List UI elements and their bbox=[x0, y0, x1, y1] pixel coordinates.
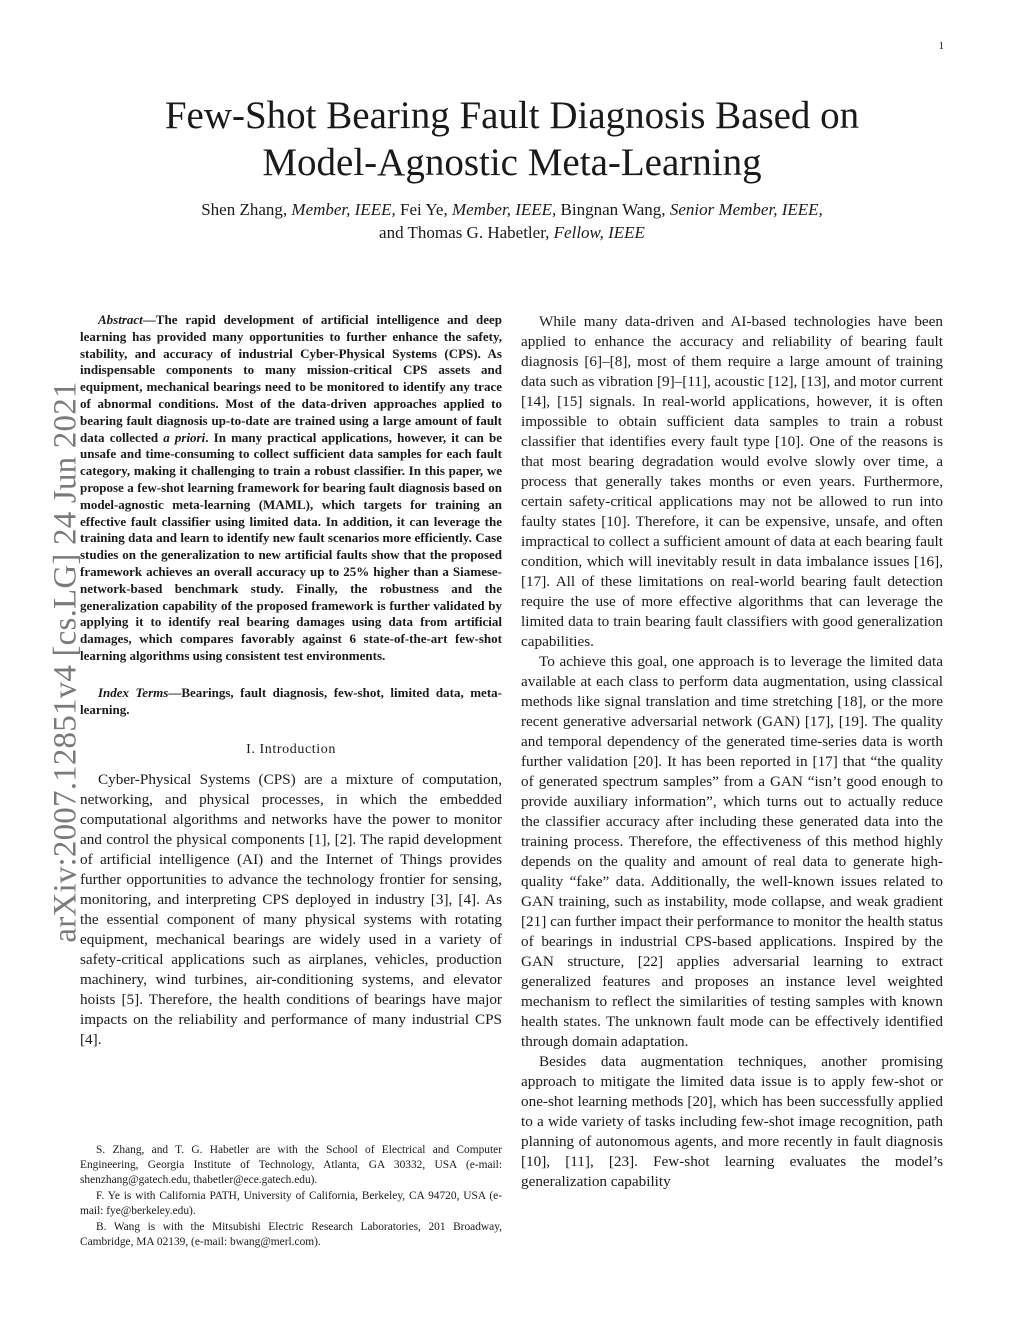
author-affiliation: Member, IEEE, bbox=[291, 200, 396, 219]
index-terms-text: —Bearings, fault diagnosis, few-shot, limited data, meta-learning. bbox=[80, 684, 502, 717]
footnote: S. Zhang, and T. G. Habetler are with the School of Electrical and Computer Engineering, Georgia Institute of Technology, Atlanta, GA 30332, USA (e-mail: shenzhang@gatech.edu, thabetler@ece.gatech.edu). bbox=[80, 1144, 502, 1186]
footnote: F. Ye is with California PATH, University of California, Berkeley, CA 94720, USA (e-mail: fye@berkeley.edu). bbox=[80, 1190, 502, 1217]
author-affiliation: Fellow, IEEE bbox=[553, 223, 645, 242]
author-name: and Thomas G. Habetler, bbox=[379, 223, 554, 242]
abstract-text: . In many practical applications, however, it can be unsafe and time-consuming to collect sufficient data samples for each fault category, making it challenging to train a robust classifier. In this paper, we propose a few-shot learning framework for bearing fault diagnosis based on model-agnostic meta-learning (MAML), which targets for training an effective fault classifier using limited data. In addition, it can leverage the training data and learn to identify new fault scenarios more efficiently. Case studies on the generalization to new artificial faults show that the proposed framework achieves an overall accuracy up to 25% higher than a Siamese-network-based benchmark study. Finally, the robustness and the generalization capability of the proposed framework is further validated by applying it to identify real bearing damages using data from artificial damages, which compares favorably against 6 state-of-the-art few-shot learning algorithms using consistent test environments. bbox=[80, 429, 503, 663]
section-heading-introduction: I. Introduction bbox=[246, 742, 336, 758]
abstract-label: Abstract bbox=[98, 312, 143, 327]
intro-paragraph: Cyber-Physical Systems (CPS) are a mixture of computation, networking, and physical processes, in which the embedded computational algorithms and networks have the power to monitor and control the physical components [1], [2]. The rapid development of artificial intelligence (AI) and the Internet of Things provides further opportunities to advance the technology frontier for sensing, monitoring, and interpreting CPS deployed in industry [3], [4]. As the essential component of many physical systems with rotating equipment, mechanical bearings are widely used in a variety of safety-critical applications such as airplanes, vehicles, production machinery, wind turbines, air-conditioning systems, and elevator hoists [5]. Therefore, the health conditions of bearings have major impacts on the reliability and performance of many industrial CPS [4]. bbox=[80, 771, 502, 1049]
abstract bbox=[80, 312, 502, 665]
body-paragraph: While many data-driven and AI-based technologies have been applied to enhance the accuracy and reliability of bearing fault diagnosis [6]–[8], most of them require a large amount of training data such as vibration [9]–[11], acoustic [12], [13], and motor current [14], [15] signals. In real-world applications, however, it is often impossible to obtain sufficient data samples to train a robust classifier that identifies every fault type [10]. One of the reasons is that most bearing degradation would evolve slowly over time, a process that generally takes months or even years. Furthermore, certain safety-critical applications may not be allowed to run into faulty states [10]. Therefore, it can be expensive, unsafe, and often impractical to collect a sufficient amount of data at each bearing fault condition, which will inevitably result in data imbalance issues [16], [17]. All of these limitations on real-world bearing fault detection require the use of more effective algorithms that can leverage the limited data to train bearing fault classifiers with good generalization capabilities. bbox=[521, 313, 943, 650]
left-column bbox=[80, 312, 502, 1050]
author-name: Bingnan Wang, bbox=[556, 200, 670, 219]
arxiv-identifier: arXiv:2007.12851v4 [cs.LG] 24 Jun 2021 bbox=[47, 381, 84, 943]
author-affiliation: Member, IEEE, bbox=[451, 200, 557, 219]
right-column bbox=[521, 312, 943, 1192]
page-number: 1 bbox=[938, 40, 944, 52]
index-terms bbox=[80, 685, 502, 719]
author-affiliation: Senior Member, IEEE, bbox=[669, 200, 823, 219]
author-name: Fei Ye, bbox=[395, 200, 452, 219]
author-line-2 bbox=[140, 221, 884, 244]
author-name: Shen Zhang, bbox=[201, 200, 292, 219]
body-paragraph: Besides data augmentation techniques, another promising approach to mitigate the limited data issue is to apply few-shot or one-shot learning methods [20], which has been successfully applied to a wide variety of tasks including few-shot image recognition, path planning of autonomous agents, and more recently in fault diagnosis [10], [11], [23]. Few-shot learning evaluates the model’s generalization capability bbox=[521, 1053, 943, 1190]
abstract-text: —The rapid development of artificial intelligence and deep learning has provided many opportunities to further enhance the safety, stability, and accuracy of industrial Cyber-Physical Systems (CPS). As indispensable components to many mission-critical CPS assets and equipment, mechanical bearings need to be monitored to identify any trace of abnormal conditions. Most of the data-driven approaches applied to bearing fault diagnosis up-to-date are trained using a large amount of fault data collected bbox=[80, 312, 502, 445]
author-line-1 bbox=[140, 198, 884, 221]
paper-title: Few-Shot Bearing Fault Diagnosis Based on Model-Agnostic Meta-Learning bbox=[164, 94, 860, 184]
footnote: B. Wang is with the Mitsubishi Electric Research Laboratories, 201 Broadway, Cambridge, MA 02139, (e-mail: bwang@merl.com). bbox=[80, 1221, 502, 1248]
author-list bbox=[140, 198, 884, 244]
footnotes bbox=[80, 1143, 502, 1251]
index-terms-label: Index Terms bbox=[98, 684, 169, 700]
body-paragraph: To achieve this goal, one approach is to leverage the limited data available at each class to perform data augmentation, using classical methods like signal translation and time stretching [18], or the more recent generative adversarial network (GAN) [17], [19]. The quality and temporal dependency of the generated time-series data is worth further validation [20]. It has been reported in [17] that “the quality of generated spectrum samples” from a GAN “isn’t good enough to provide auxiliary information”, which turns out to actually reduce the classifier accuracy after including these generated data into the training process. Therefore, the effectiveness of this method highly depends on the quality and amount of real data to generate high-quality “fake” data. Additionally, the well-known issues related to GAN training, such as instability, mode collapse, and weak gradient [21] can further impact their performance to monitor the health status of bearings in industrial CPS-based applications. Inspired by the GAN structure, [22] applies adversarial learning to extract generalized features and proposes an instance level weighted mechanism to reflect the similarities of testing samples with known health states. The unknown fault mode can be effectively identified through domain adaptation. bbox=[521, 653, 943, 1050]
abstract-emphasis: a priori bbox=[163, 429, 206, 445]
